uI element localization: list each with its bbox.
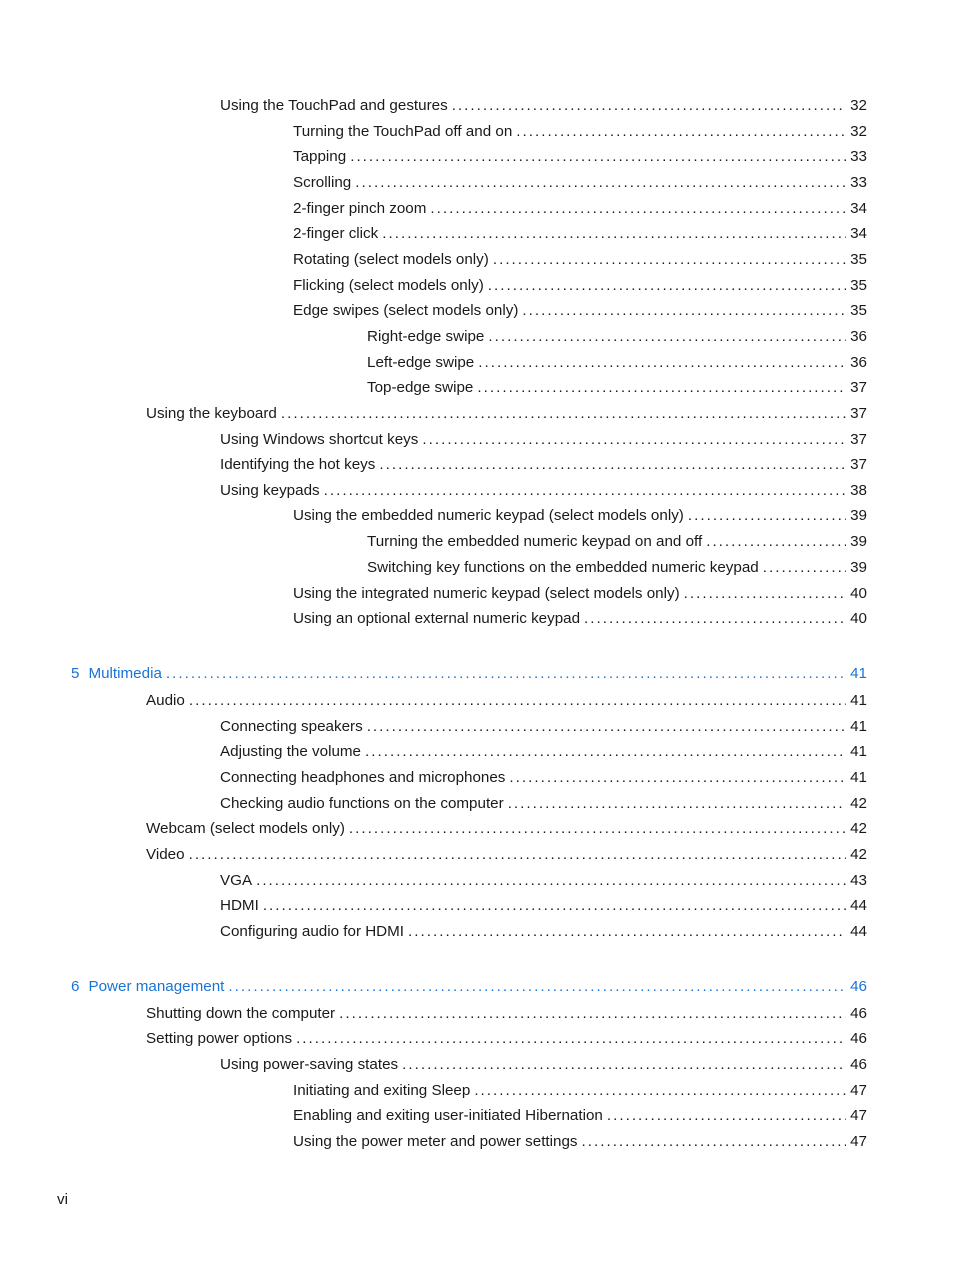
dot-leader (763, 558, 846, 578)
toc-chapter-entry[interactable] (71, 664, 867, 684)
toc-entry-title (146, 1004, 339, 1024)
toc-entry-label: Using an optional external numeric keypad (293, 610, 581, 627)
dot-leader (422, 430, 846, 450)
toc-page-number: 42 (850, 795, 867, 812)
toc-entry-label: Switching key functions on the embedded numeric keypad (367, 559, 759, 576)
dot-leader (379, 455, 846, 475)
toc-entry[interactable] (293, 122, 867, 142)
toc-page-number: 34 (850, 225, 867, 242)
toc-entry[interactable] (220, 1055, 867, 1075)
dot-leader (256, 871, 846, 891)
dot-leader (474, 1081, 846, 1101)
toc-page-number: 41 (850, 665, 867, 682)
toc-entry-title (220, 896, 263, 916)
toc-entry-title (220, 1055, 402, 1075)
toc-entry-title (220, 96, 452, 116)
toc-page-number: 33 (850, 174, 867, 191)
toc-entry-title (293, 276, 488, 296)
toc-entry-title (293, 609, 584, 629)
toc-entry[interactable] (146, 404, 867, 424)
toc-page-number: 41 (850, 692, 867, 709)
dot-leader (488, 327, 846, 347)
toc-entry-title (293, 1106, 607, 1126)
toc-page-number: 32 (850, 123, 867, 140)
toc-entry[interactable] (220, 742, 867, 762)
toc-page-number: 47 (850, 1082, 867, 1099)
toc-entry-title (367, 378, 477, 398)
toc-page-number: 46 (850, 1005, 867, 1022)
toc-entry-label: Enabling and exiting user-initiated Hibernation (293, 1107, 603, 1124)
toc-entry-title (367, 558, 763, 578)
toc-entry-title (293, 250, 493, 270)
dot-leader (281, 404, 846, 424)
dot-leader (430, 199, 846, 219)
toc-entry[interactable] (293, 1106, 867, 1126)
toc-page-number: 33 (850, 148, 867, 165)
toc-entry[interactable] (220, 922, 867, 942)
toc-entry-label: Edge swipes (select models only) (293, 302, 519, 319)
dot-leader (263, 896, 846, 916)
toc-entry-label: Turning the TouchPad off and on (293, 123, 513, 140)
toc-page-number: 39 (850, 559, 867, 576)
toc-page-number: 36 (850, 354, 867, 371)
dot-leader (166, 664, 846, 684)
toc-entry-label: Power management (88, 978, 225, 995)
dot-leader (452, 96, 846, 116)
toc-entry-title (71, 664, 166, 684)
dot-leader (382, 224, 846, 244)
toc-entry-label: Right-edge swipe (367, 328, 485, 345)
toc-entry[interactable] (146, 1004, 867, 1024)
dot-leader (324, 481, 846, 501)
toc-entry-label: Audio (146, 692, 185, 709)
dot-leader (478, 353, 846, 373)
toc-entry-label: Top-edge swipe (367, 379, 474, 396)
toc-page-number: 35 (850, 277, 867, 294)
toc-entry[interactable] (293, 276, 867, 296)
toc-entry-label: Using the integrated numeric keypad (select models only) (293, 585, 680, 602)
toc-page-number: 46 (850, 1056, 867, 1073)
toc-entry[interactable] (293, 301, 867, 321)
toc-entry[interactable] (220, 794, 867, 814)
toc-entry-label: Checking audio functions on the computer (220, 795, 504, 812)
chapter-number: 6 (71, 978, 80, 995)
toc-entry-title (146, 845, 189, 865)
dot-leader (477, 378, 846, 398)
toc-entry-label: Using the TouchPad and gestures (220, 97, 448, 114)
toc-entry-label: Rotating (select models only) (293, 251, 489, 268)
toc-page-number: 37 (850, 431, 867, 448)
toc-entry-label: Webcam (select models only) (146, 820, 345, 837)
toc-page-number: 39 (850, 533, 867, 550)
toc-entry-label: 2-finger pinch zoom (293, 200, 427, 217)
toc-entry-title (220, 430, 422, 450)
toc-entry-label: Adjusting the volume (220, 743, 361, 760)
toc-page-number: 42 (850, 846, 867, 863)
toc-entry-title (367, 532, 706, 552)
toc-entry-title (367, 327, 488, 347)
toc-entry-label: Scrolling (293, 174, 352, 191)
toc-page-number: 37 (850, 405, 867, 422)
toc-page-number: 47 (850, 1133, 867, 1150)
toc-page-number: 42 (850, 820, 867, 837)
toc-entry[interactable] (293, 1132, 867, 1152)
toc-entry[interactable] (220, 768, 867, 788)
dot-leader (228, 977, 846, 997)
toc-entry-label: Using the embedded numeric keypad (select models only) (293, 507, 684, 524)
dot-leader (508, 794, 846, 814)
dot-leader (516, 122, 846, 142)
toc-entry-label: Identifying the hot keys (220, 456, 376, 473)
toc-entry-title (293, 147, 350, 167)
dot-leader (296, 1029, 846, 1049)
toc-chapter-entry[interactable] (71, 977, 867, 997)
toc-entry[interactable] (367, 532, 867, 552)
dot-leader (189, 691, 846, 711)
toc-entry-label: Video (146, 846, 185, 863)
toc-entry-label: Configuring audio for HDMI (220, 923, 405, 940)
toc-entry-title (293, 584, 684, 604)
toc-entry-title (293, 224, 382, 244)
toc-entry[interactable] (293, 147, 867, 167)
dot-leader (365, 742, 846, 762)
dot-leader (607, 1106, 846, 1126)
toc-entry-title (146, 404, 281, 424)
toc-entry-title (293, 122, 516, 142)
toc-entry-title (220, 794, 508, 814)
dot-leader (367, 717, 846, 737)
toc-entry-label: HDMI (220, 897, 259, 914)
dot-leader (355, 173, 846, 193)
toc-entry-label: Shutting down the computer (146, 1005, 336, 1022)
toc-entry-title (293, 301, 522, 321)
toc-entry[interactable] (220, 96, 867, 116)
dot-leader (349, 819, 846, 839)
toc-entry[interactable] (146, 845, 867, 865)
toc-entry-title (293, 1132, 582, 1152)
toc-page-number: 47 (850, 1107, 867, 1124)
toc-entry-label: Using power-saving states (220, 1056, 399, 1073)
toc-page-number: 43 (850, 872, 867, 889)
toc-page-number: 38 (850, 482, 867, 499)
toc-entry[interactable] (367, 378, 867, 398)
toc-entry[interactable] (293, 224, 867, 244)
page-number-footer: vi (57, 1191, 68, 1208)
toc-entry-title (220, 717, 367, 737)
toc-entry-title (367, 353, 478, 373)
dot-leader (350, 147, 846, 167)
toc-entry[interactable] (146, 819, 867, 839)
toc-page-number: 32 (850, 97, 867, 114)
toc-entry-label: Connecting headphones and microphones (220, 769, 506, 786)
toc-entry-title (220, 481, 324, 501)
toc-page-number: 46 (850, 1030, 867, 1047)
toc-entry[interactable] (367, 558, 867, 578)
toc-page-number: 41 (850, 769, 867, 786)
dot-leader (684, 584, 846, 604)
toc-entry-label: Connecting speakers (220, 718, 363, 735)
toc-entry-label: Left-edge swipe (367, 354, 475, 371)
toc-entry[interactable] (293, 506, 867, 526)
toc-entry[interactable] (293, 609, 867, 629)
toc-entry[interactable] (220, 896, 867, 916)
toc-page-number: 35 (850, 251, 867, 268)
toc-page-number: 34 (850, 200, 867, 217)
toc-entry[interactable] (220, 430, 867, 450)
toc-entry[interactable] (367, 353, 867, 373)
dot-leader (522, 301, 846, 321)
toc-page-number: 41 (850, 718, 867, 735)
toc-entry-label: Using the keyboard (146, 405, 277, 422)
toc-entry[interactable] (220, 717, 867, 737)
toc-entry[interactable] (367, 327, 867, 347)
dot-leader (408, 922, 846, 942)
toc-page-number: 39 (850, 507, 867, 524)
toc-page-number: 46 (850, 978, 867, 995)
dot-leader (493, 250, 846, 270)
dot-leader (509, 768, 846, 788)
toc-page-number: 36 (850, 328, 867, 345)
dot-leader (706, 532, 846, 552)
toc-entry[interactable] (293, 584, 867, 604)
dot-leader (189, 845, 847, 865)
toc-entry[interactable] (293, 1081, 867, 1101)
toc-entry-label: Setting power options (146, 1030, 293, 1047)
dot-leader (339, 1004, 846, 1024)
chapter-number: 5 (71, 665, 80, 682)
toc-entry-label: Using Windows shortcut keys (220, 431, 419, 448)
dot-leader (488, 276, 846, 296)
toc-entry-label: Multimedia (88, 665, 162, 682)
toc-page-number: 40 (850, 610, 867, 627)
toc-entry-title (220, 455, 379, 475)
toc-entry-label: 2-finger click (293, 225, 379, 242)
toc-entry-title (146, 819, 349, 839)
toc-page-number: 40 (850, 585, 867, 602)
toc-entry-title (220, 768, 509, 788)
toc-entry[interactable] (293, 199, 867, 219)
toc-entry-title (293, 506, 688, 526)
toc-entry-title (220, 742, 365, 762)
dot-leader (688, 506, 846, 526)
toc-entry-label: Using keypads (220, 482, 320, 499)
toc-entry[interactable] (293, 173, 867, 193)
toc-entry-title (146, 691, 189, 711)
toc-entry-label: Initiating and exiting Sleep (293, 1082, 471, 1099)
dot-leader (584, 609, 846, 629)
toc-entry-label: Turning the embedded numeric keypad on and off (367, 533, 703, 550)
toc-page-number: 44 (850, 897, 867, 914)
toc-page-number: 37 (850, 456, 867, 473)
toc-entry-label: Flicking (select models only) (293, 277, 484, 294)
toc-entry[interactable] (146, 691, 867, 711)
dot-leader (402, 1055, 846, 1075)
dot-leader (582, 1132, 847, 1152)
toc-entry-label: VGA (220, 872, 253, 889)
toc-entry[interactable] (220, 481, 867, 501)
toc-entry-title (293, 1081, 474, 1101)
toc-entry-title (146, 1029, 296, 1049)
toc-entry[interactable] (146, 1029, 867, 1049)
toc-entry-title (293, 199, 430, 219)
toc-page-number: 44 (850, 923, 867, 940)
toc-entry-label: Tapping (293, 148, 347, 165)
toc-entry-title (71, 977, 228, 997)
toc-page-number: 41 (850, 743, 867, 760)
toc-entry[interactable] (293, 250, 867, 270)
toc-page-number: 37 (850, 379, 867, 396)
toc-entry-title (220, 871, 256, 891)
toc-entry-title (220, 922, 408, 942)
toc-entry[interactable] (220, 871, 867, 891)
toc-entry[interactable] (220, 455, 867, 475)
toc-entry-label: Using the power meter and power settings (293, 1133, 578, 1150)
toc-page-number: 35 (850, 302, 867, 319)
toc-entry-title (293, 173, 355, 193)
